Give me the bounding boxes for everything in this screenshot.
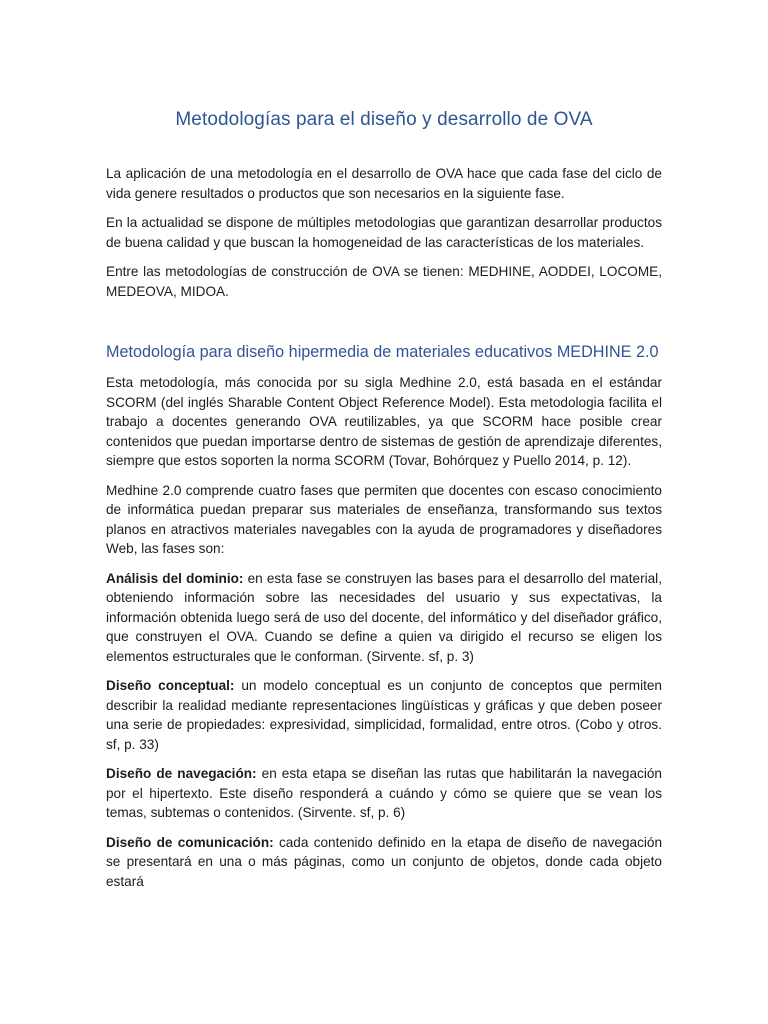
section-heading: Metodología para diseño hipermedia de materiales educativos MEDHINE 2.0 xyxy=(106,343,659,361)
document-title: Metodologías para el diseño y desarrollo de OVA xyxy=(175,109,593,130)
intro-paragraph-1: La aplicación de una metodología en el desarrollo de OVA hace que cada fase del ciclo de vida genere resultados o productos que son necesarios en la siguiente fase. xyxy=(106,166,662,201)
phase-paragraph-navegacion xyxy=(106,764,662,823)
section-paragraph-2: Medhine 2.0 comprende cuatro fases que permiten que docentes con escaso conocimiento de informática puedan preparar sus materiales de enseñanza, transformando sus textos planos en atractivos materiales navegables con la ayuda de programadores y diseñadores Web, las fases son: xyxy=(106,482,662,556)
phase-text: un modelo conceptual es un conjunto de conceptos que permiten describir la realidad mediante representaciones lingüísticas y gráficas y que deben poseer una serie de propiedades: expresividad, simplicidad, formalidad, entre otros. (Cobo y otros. sf, p. 33) xyxy=(106,678,662,752)
phase-text: cada contenido definido en la etapa de diseño de navegación se presentará en una o más páginas, como un conjunto de objetos, donde cada objeto estará xyxy=(106,834,663,889)
phase-term: Análisis del dominio: xyxy=(106,570,244,586)
phase-text: en esta etapa se diseñan las rutas que habilitarán la navegación por el hipertexto. Este diseño responderá a cuándo y cómo se quiere que se vean los temas, subtemas o contenidos. (Sirvente. sf, p. 6) xyxy=(106,766,662,820)
phase-term: Diseño conceptual: xyxy=(106,678,235,693)
phase-paragraph-conceptual xyxy=(106,676,662,754)
intro-paragraph-3: Entre las metodologías de construcción de OVA se tienen: MEDHINE, AODDEI, LOCOME, MEDEOVA, MIDOA. xyxy=(106,264,662,299)
phase-term: Diseño de navegación: xyxy=(106,766,257,781)
phase-text: en esta fase se construyen las bases para el desarrollo del material, obteniendo información sobre las necesidades del usuario y sus expectativas, la información obtenida luego será de uso del docente, del informático y del diseñador gráfico, que construyen el OVA. Cuando se define a quien va dirigido el recurso se eligen los elementos estructurales que le conforman. (Sirvente. sf, p. 3) xyxy=(106,570,662,664)
section-paragraph-1: Esta metodología, más conocida por su sigla Medhine 2.0, está basada en el estándar SCORM (del inglés Sharable Content Object Reference Model). Esta metodologia facilita el trabajo a docentes generando OVA reutilizables, ya que SCORM hace posible crear contenidos que puedan importarse dentro de sistemas de gestión de aprendizaje diferentes, siempre que estos soporten la norma SCORM (Tovar, Bohórquez y Puello 2014, p. 12). xyxy=(106,375,662,468)
phase-term: Diseño de comunicación: xyxy=(106,834,274,850)
intro-paragraph-2: En la actualidad se dispone de múltiples metodologias que garantizan desarrollar productos de buena calidad y que buscan la homogeneidad de las características de los materiales. xyxy=(106,215,662,250)
phase-paragraph-comunicacion xyxy=(106,833,662,892)
document-body xyxy=(106,164,662,891)
phase-paragraph-analisis xyxy=(106,569,662,667)
